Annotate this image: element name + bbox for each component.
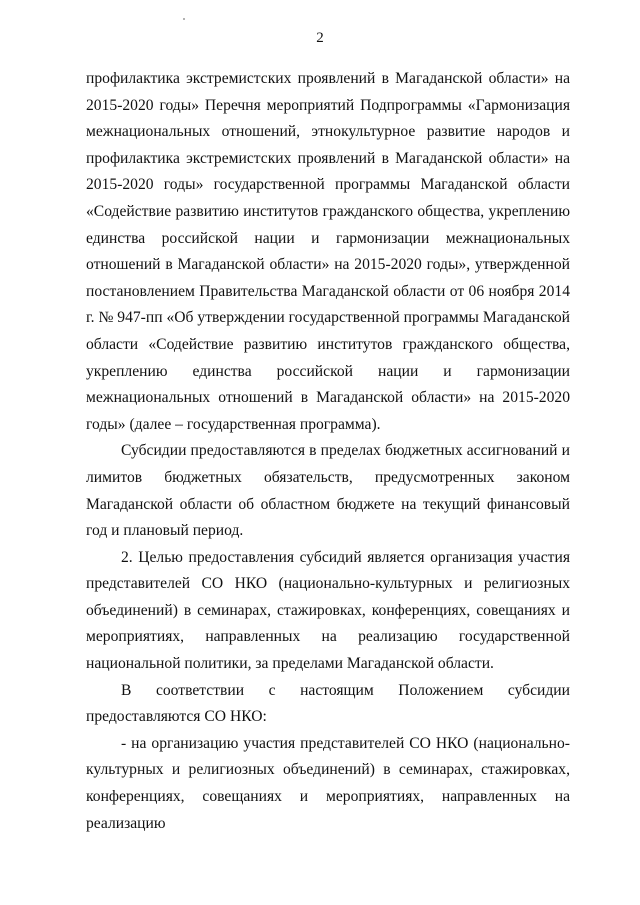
paragraph-subsidy-item: - на организацию участия представителей СО НКО (национально-культурных и религиозных объединений) в семинарах, стажировках, конференциях, совещаниях и мероприятиях, направленных на реализацию — [86, 734, 570, 832]
document-body — [86, 66, 570, 837]
paragraph-program-reference: профилактика экстремистских проявлений в Магаданской области» на 2015-2020 годы» Перечня мероприятий Подпрограммы «Гармонизация межнациональных отношений, этнокультурное развитие народов и профилактика экстремистских проявлений в Магаданской области» на 2015-2020 годы» государственной программы Магаданской области «Содействие развитию институтов гражданского общества, укреплению единства российской нации и гармонизации межнациональных отношений в Магаданской области» на 2015-2020 годы», утвержденной постановлением Правительства Магаданской области от 06 ноября 2014 г. № 947-пп «Об утверждении государственной программы Магаданской области «Содействие развитию институтов гражданского общества, укреплению единства российской нации и гармонизации межнациональных отношений в Магаданской области» на 2015-2020 годы» (далее – государственная программа). — [86, 70, 570, 433]
scan-speck — [183, 18, 185, 20]
paragraph-subsidy-purpose: 2. Целью предоставления субсидий является организация участия представителей СО НКО (национально-культурных и религиозных объединений) в семинарах, стажировках, конференциях, совещаниях и мероприятиях, направленных на реализацию государственной национальной политики, за пределами Магаданской области. — [86, 548, 570, 673]
page-number: 2 — [316, 30, 324, 46]
paragraph-subsidy-limits: Субсидии предоставляются в пределах бюджетных ассигнований и лимитов бюджетных обязательств, предусмотренных законом Магаданской области об областном бюджете на текущий финансовый год и плановый период. — [86, 442, 570, 540]
paragraph-subsidy-recipients: В соответствии с настоящим Положением субсидии предоставляются СО НКО: — [86, 681, 570, 726]
